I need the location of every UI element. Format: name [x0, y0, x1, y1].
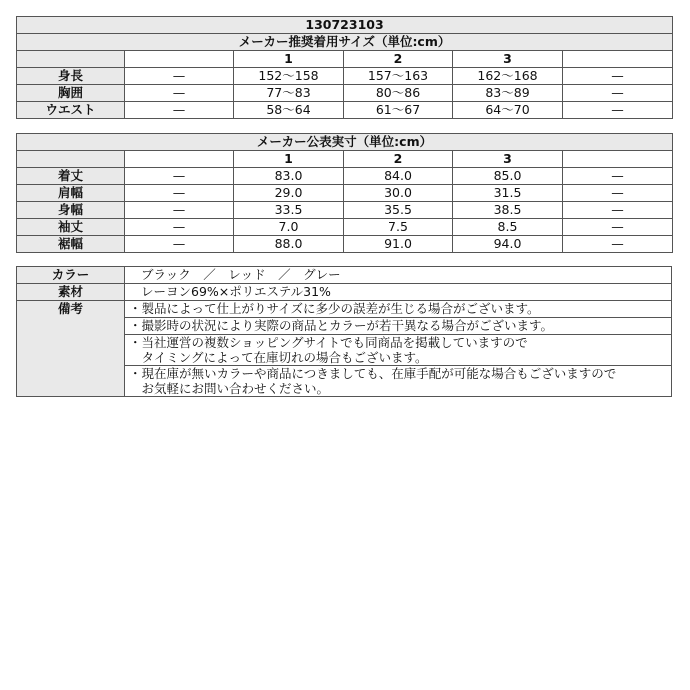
cell: —	[125, 85, 234, 102]
color-label: カラー	[17, 267, 125, 284]
size-header	[563, 151, 673, 168]
size-header: 2	[344, 51, 453, 68]
table-row	[17, 202, 673, 219]
size-header: 2	[344, 151, 453, 168]
remark-item: ・製品によって仕上がりサイズに多少の誤差が生じる場合がございます。	[125, 301, 672, 318]
remarks-label: 備考	[17, 301, 125, 397]
cell: 31.5	[453, 185, 563, 202]
table-row	[17, 168, 673, 185]
cell: 38.5	[453, 202, 563, 219]
cell: 83.0	[234, 168, 344, 185]
color-row	[17, 267, 672, 284]
material-row	[17, 284, 672, 301]
remark-item: ・撮影時の状況により実際の商品とカラーが若干異なる場合がございます。	[125, 318, 672, 335]
cell: —	[563, 202, 673, 219]
remark-item	[125, 366, 672, 397]
cell: —	[563, 168, 673, 185]
cell: 84.0	[344, 168, 453, 185]
row-label: ウエスト	[17, 102, 125, 119]
cell: —	[125, 202, 234, 219]
material-value: レーヨン69%×ポリエステル31%	[125, 284, 672, 301]
remark-line: タイミングによって在庫切れの場合もございます。	[129, 350, 428, 365]
cell: —	[125, 236, 234, 253]
cell: 33.5	[234, 202, 344, 219]
cell: 91.0	[344, 236, 453, 253]
cell: 35.5	[344, 202, 453, 219]
cell: 64〜70	[453, 102, 563, 119]
row-label: 袖丈	[17, 219, 125, 236]
recommended-title: メーカー推奨着用サイズ（単位:cm）	[17, 34, 673, 51]
size-header: 3	[453, 51, 563, 68]
corner-cell	[17, 51, 125, 68]
cell: —	[563, 236, 673, 253]
cell: 88.0	[234, 236, 344, 253]
row-label: 身長	[17, 68, 125, 85]
size-header	[125, 151, 234, 168]
cell: —	[563, 185, 673, 202]
cell: —	[563, 219, 673, 236]
material-label: 素材	[17, 284, 125, 301]
size-header	[563, 51, 673, 68]
cell: 7.5	[344, 219, 453, 236]
remark-line: お気軽にお問い合わせください。	[129, 381, 330, 396]
cell: —	[125, 219, 234, 236]
corner-cell	[17, 151, 125, 168]
cell: —	[125, 68, 234, 85]
size-header-row	[17, 151, 673, 168]
cell: —	[563, 85, 673, 102]
cell: 77〜83	[234, 85, 344, 102]
table-row	[17, 219, 673, 236]
cell: 162〜168	[453, 68, 563, 85]
table-row	[17, 236, 673, 253]
size-header-row	[17, 51, 673, 68]
table-row	[17, 185, 673, 202]
cell: 152〜158	[234, 68, 344, 85]
cell: 94.0	[453, 236, 563, 253]
recommended-size-table	[16, 16, 673, 119]
remark-row	[17, 301, 672, 318]
row-label: 着丈	[17, 168, 125, 185]
cell: —	[125, 102, 234, 119]
table-row	[17, 68, 673, 85]
color-value: ブラック ／ レッド ／ グレー	[125, 267, 672, 284]
cell: —	[563, 68, 673, 85]
cell: 8.5	[453, 219, 563, 236]
cell: 157〜163	[344, 68, 453, 85]
cell: —	[125, 168, 234, 185]
cell: 29.0	[234, 185, 344, 202]
cell: 30.0	[344, 185, 453, 202]
row-label: 胸囲	[17, 85, 125, 102]
size-header: 3	[453, 151, 563, 168]
remark-line: ・当社運営の複数ショッピングサイトでも同商品を掲載していますので	[129, 335, 528, 350]
size-header: 1	[234, 51, 344, 68]
cell: —	[125, 185, 234, 202]
cell: 85.0	[453, 168, 563, 185]
remark-line: ・現在庫が無いカラーや商品につきましても、在庫手配が可能な場合もございますので	[129, 366, 617, 381]
row-label: 肩幅	[17, 185, 125, 202]
cell: 58〜64	[234, 102, 344, 119]
size-header	[125, 51, 234, 68]
product-info-table	[16, 266, 672, 397]
cell: 61〜67	[344, 102, 453, 119]
size-header: 1	[234, 151, 344, 168]
row-label: 裾幅	[17, 236, 125, 253]
cell: 83〜89	[453, 85, 563, 102]
table-row	[17, 85, 673, 102]
row-label: 身幅	[17, 202, 125, 219]
cell: 7.0	[234, 219, 344, 236]
cell: —	[563, 102, 673, 119]
cell: 80〜86	[344, 85, 453, 102]
table-row	[17, 102, 673, 119]
remark-item	[125, 335, 672, 366]
measured-title: メーカー公表実寸（単位:cm）	[17, 134, 673, 151]
measured-size-table	[16, 133, 673, 253]
product-code: 130723103	[17, 17, 673, 34]
